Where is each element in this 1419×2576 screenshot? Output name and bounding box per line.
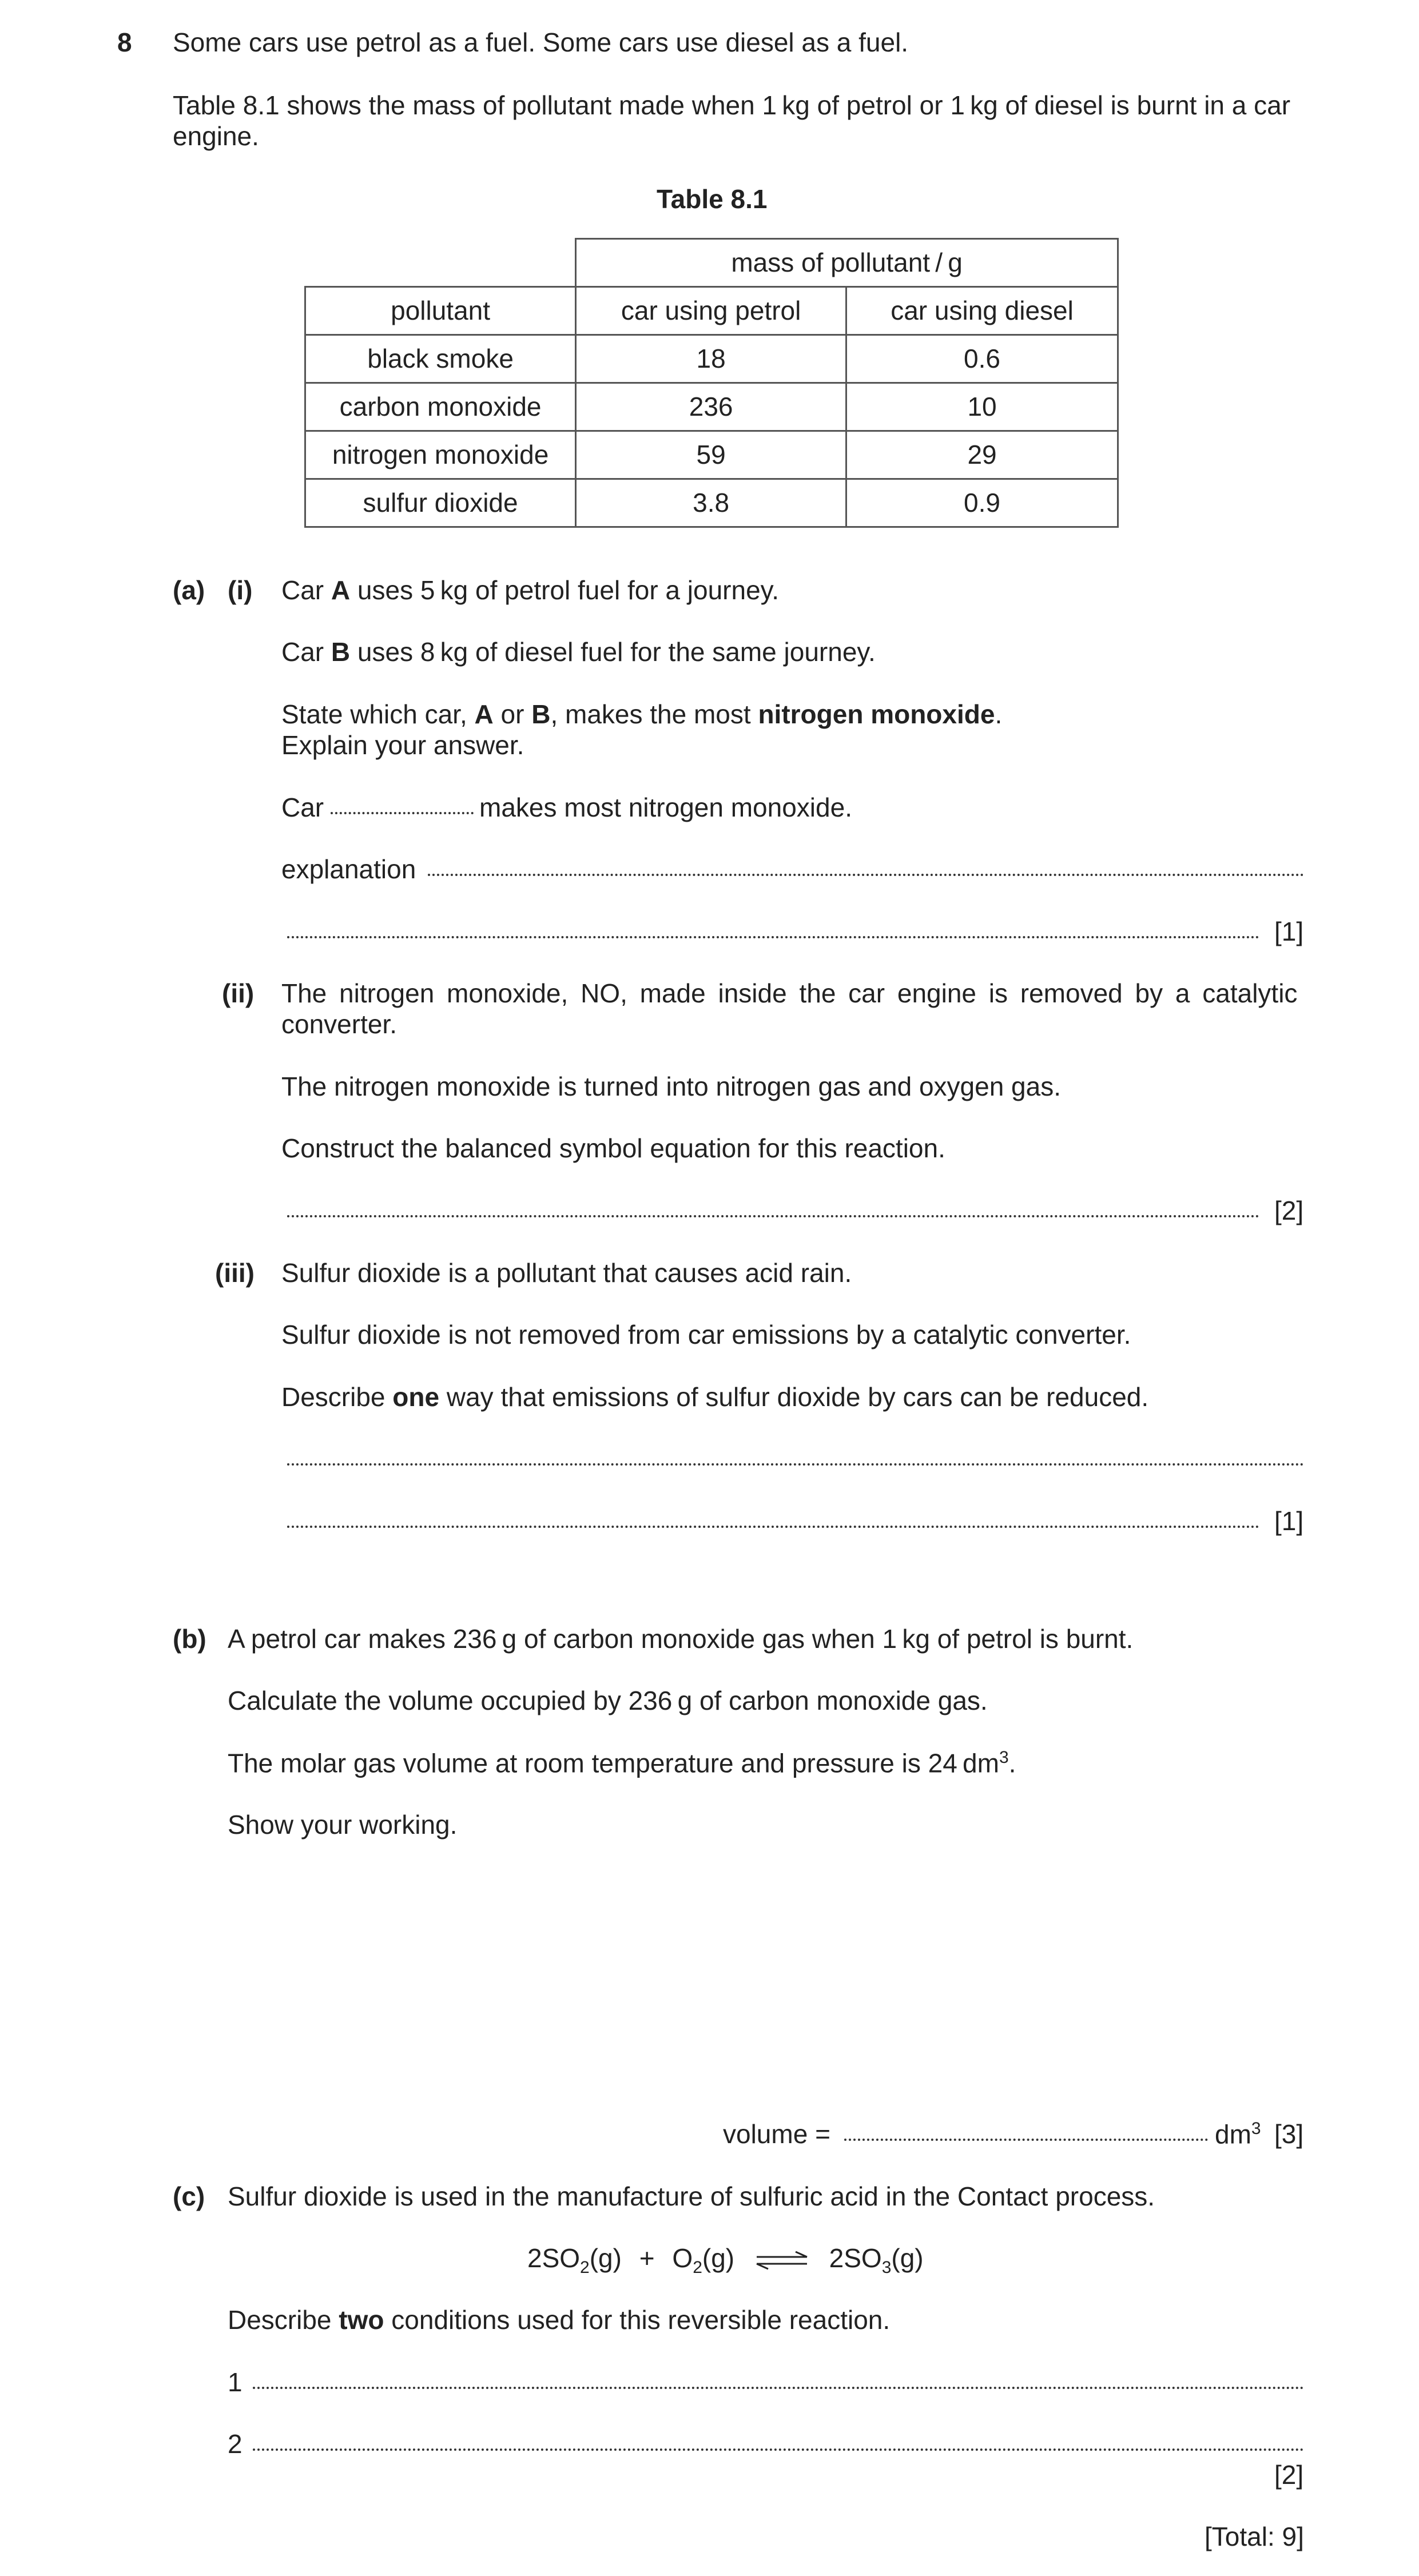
table-cell: nitrogen monoxide xyxy=(305,431,576,479)
table-cell: 0.6 xyxy=(846,335,1118,383)
table-cell: 0.9 xyxy=(846,479,1118,527)
volume-label: volume = xyxy=(723,2119,830,2149)
table-header: car using diesel xyxy=(846,287,1118,335)
equation-answer-field[interactable] xyxy=(287,1215,1259,1217)
part-c-label: (c) xyxy=(173,2181,205,2211)
table-group-header: mass of pollutant / g xyxy=(576,239,1118,287)
part-a-ii-label: (ii) xyxy=(222,978,255,1008)
a-iii-line3: Describe one way that emissions of sulfur dioxide by cars can be reduced. xyxy=(281,1382,1149,1412)
a-iii-line2: Sulfur dioxide is not removed from car emissions by a catalytic converter. xyxy=(281,1320,1131,1349)
car-a-statement: Car A uses 5 kg of petrol fuel for a journey. xyxy=(281,575,780,605)
car-answer-pre: Car xyxy=(281,793,324,822)
table-intro-line2: engine. xyxy=(173,121,259,151)
part-a-iii-label: (iii) xyxy=(215,1258,255,1288)
table-cell: 29 xyxy=(846,431,1118,479)
b-line2: Calculate the volume occupied by 236 g of carbon monoxide gas. xyxy=(228,1686,988,1715)
table-row xyxy=(305,335,1118,383)
table-cell: 59 xyxy=(576,431,846,479)
a-ii-line1: The nitrogen monoxide, NO, made inside the car engine is removed by a catalytic xyxy=(281,978,1298,1008)
table-cell: 10 xyxy=(846,383,1118,431)
a-iii-answer-line1[interactable] xyxy=(287,1463,1304,1466)
b-line3: The molar gas volume at room temperature and pressure is 24 $dm^3$. xyxy=(228,1748,1016,1778)
a-iii-line1: Sulfur dioxide is a pollutant that causes acid rain. xyxy=(281,1258,852,1288)
b-line4: Show your working. xyxy=(228,1810,458,1840)
table-row xyxy=(305,431,1118,479)
car-answer-field[interactable] xyxy=(331,812,474,814)
car-answer-post: makes most nitrogen monoxide. xyxy=(479,793,852,822)
a-ii-line2: converter. xyxy=(281,1009,397,1039)
table-cell: sulfur dioxide xyxy=(305,479,576,527)
volume-answer-field[interactable] xyxy=(844,2139,1208,2141)
table-cell: 3.8 xyxy=(576,479,846,527)
a-ii-line3: The nitrogen monoxide is turned into nitrogen gas and oxygen gas. xyxy=(281,1072,1061,1101)
table-title: Table 8.1 xyxy=(657,184,768,214)
marks-b: [3] xyxy=(1274,2119,1304,2149)
c-line2: Describe two conditions used for this reversible reaction. xyxy=(228,2305,891,2335)
condition-1-number: 1 xyxy=(228,2367,243,2397)
table-header-row xyxy=(305,287,1118,335)
part-a-label: (a) xyxy=(173,575,205,605)
explanation-field-line2[interactable] xyxy=(287,936,1259,938)
table-header: pollutant xyxy=(305,287,576,335)
marks-a-ii: [2] xyxy=(1274,1196,1304,1225)
car-b-statement: Car B uses 8 kg of diesel fuel for the same journey. xyxy=(281,637,876,667)
table-cell: 236 xyxy=(576,383,846,431)
state-question: State which car, A or B, makes the most nitrogen monoxide. xyxy=(281,699,1003,729)
a-ii-line4: Construct the balanced symbol equation for this reaction. xyxy=(281,1133,945,1163)
marks-c: [2] xyxy=(1274,2460,1304,2490)
explain-instruction: Explain your answer. xyxy=(281,730,524,760)
table-group-header-row xyxy=(305,239,1118,287)
table-row xyxy=(305,479,1118,527)
a-iii-answer-line2[interactable] xyxy=(287,1526,1259,1528)
part-b-label: (b) xyxy=(173,1624,206,1654)
marks-a-i: [1] xyxy=(1274,917,1304,946)
condition-1-field[interactable] xyxy=(253,2387,1304,2389)
b-line1: A petrol car makes 236 g of carbon monoxide gas when 1 kg of petrol is burnt. xyxy=(228,1624,1134,1654)
table-cell: black smoke xyxy=(305,335,576,383)
table-cell: 18 xyxy=(576,335,846,383)
table-cell: carbon monoxide xyxy=(305,383,576,431)
table-intro-line1: Table 8.1 shows the mass of pollutant made when 1 kg of petrol or 1 kg of diesel is burnt in a car xyxy=(173,90,1291,120)
equilibrium-arrow-icon xyxy=(753,2251,810,2270)
volume-unit: $dm^3$ xyxy=(1215,2119,1261,2149)
condition-2-number: 2 xyxy=(228,2429,243,2459)
explanation-field[interactable] xyxy=(428,874,1304,876)
table-header: car using petrol xyxy=(576,287,846,335)
marks-a-iii: [1] xyxy=(1274,1506,1304,1536)
question-number: 8 xyxy=(117,27,132,57)
question-intro: Some cars use petrol as a fuel. Some cars use diesel as a fuel. xyxy=(173,27,909,57)
total-marks: [Total: 9] xyxy=(1205,2522,1304,2551)
c-line1: Sulfur dioxide is used in the manufacture of sulfuric acid in the Contact process. xyxy=(228,2181,1155,2211)
table-row xyxy=(305,383,1118,431)
part-a-i-label: (i) xyxy=(228,575,253,605)
pollutant-table xyxy=(304,238,1119,528)
condition-2-field[interactable] xyxy=(253,2448,1304,2451)
explanation-label: explanation xyxy=(281,854,416,884)
contact-process-equation: $2SO_2(g) + O_2(g)$ $2SO_3(g)$ xyxy=(527,2243,924,2278)
